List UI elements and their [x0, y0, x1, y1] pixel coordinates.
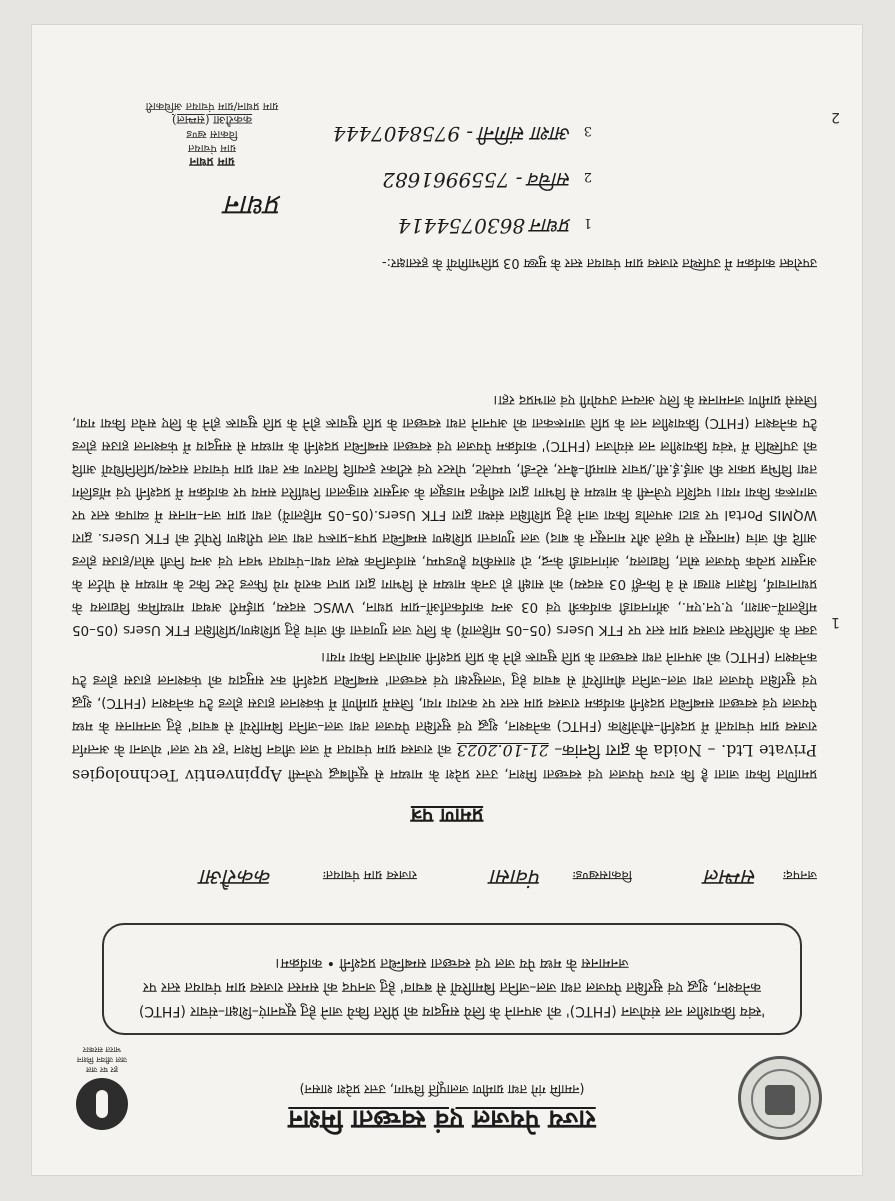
stamp-name: ग्राम प्रधान [189, 155, 235, 169]
participant-number: 1 [583, 215, 592, 230]
brand-line-2: जल जीवन मिशन [76, 1055, 128, 1064]
brand-line-1: हर घर जल [86, 1065, 118, 1074]
participant-text: आशा संगिनी - 9758407444 [332, 122, 572, 146]
certificate-title: प्रमाण पत्र [410, 804, 484, 828]
up-govt-seal-icon [738, 1056, 822, 1140]
block-label: विकासखण्डः [572, 867, 632, 882]
participant-row [292, 194, 592, 240]
participant-number: 3 [583, 123, 592, 138]
event-date: 21-10.2023 [456, 741, 549, 760]
signature-block [72, 100, 322, 225]
participants-note: उपरोक्त कार्यक्रम में उपस्थित राजस्व ग्राम पंचायत स्तर के मुख्य 03 प्रतिभागियों के हस्ताक्षर:- [381, 255, 817, 270]
org-title: राज्य पेयजल एवं स्वच्छता मिशन [288, 1104, 596, 1134]
letterhead [62, 1045, 822, 1155]
participant-text: प्रधान 8630754414 [397, 214, 572, 238]
participant-number: 2 [583, 169, 592, 184]
participant-row [292, 148, 592, 194]
margin-mark-1: 1 [831, 614, 840, 630]
location-line [67, 853, 817, 893]
para1-tail: को राजस्व ग्राम पंचायत में जल जीवन मिशन 'हर घर जल' योजना के अन्तर्गत राजस्व ग्राम पंचायतों में प्रदर्शनी–सौजेशिक (FHTC) कनेक्शन, शुद्ध एवं सुरक्षित पेयजल तथा जल–जनित बिमारियों से बचाव' हेतु जनमानस के मध्य पेयजल एवं स्वच्छता सम्बन्धित प्रदर्शनी कार्यक्रम राजस्व ग्राम स्तर पर कराया गया, जिसमें ग्रामीणों में फंक्शनल हाउस होल्ड टैप कनेक्शन (FHTC), शुद्ध एवं सुरक्षित पेयजल तथा जल–जनित बीमारियों से बचाव हेतु 'जलसुरक्षा एवं स्वच्छता' सम्बन्धित प्रदर्शनी कर समुदाय को फंक्शनल हाउस होल्ड टैप कनेक्शन (FHTC) को अपनाने तथा स्वच्छता के प्रति सुचारू होने के प्रति प्रदर्शनी आयोजन किया गया। [72, 649, 817, 757]
participant-row [292, 102, 592, 148]
village-label: राजस्व ग्राम पंचायतः [323, 867, 417, 882]
agency-name: Appinventiv Technologies Private Ltd. – Noida [72, 741, 817, 785]
participant-signatures [292, 102, 592, 240]
brand-line-3: भारत सरकार [82, 1045, 122, 1054]
har-ghar-jal-logo-icon [62, 1045, 142, 1140]
handwritten-signature: प्रधान [226, 189, 282, 222]
org-subtitle: (नमामि गंगे तथा ग्रामीण जलापूर्ति विभाग, उत्तर प्रदेश शासन) [299, 1081, 585, 1096]
para1-lead: प्रमाणित किया जाता है कि राज्य पेयजल एवं स्वच्छता मिशन, उत्तर प्रदेश के माध्यम से सूचीबद्ध एजेन्सी [288, 766, 817, 782]
stamp-line-3: विकास खण्ड [186, 128, 238, 141]
document-sheet [32, 25, 862, 1175]
stamp-dept: ककरौआ (सम्भल) [171, 113, 253, 127]
participant-text: सचिव - 7559961682 [382, 168, 572, 192]
margin-mark-2: 2 [831, 109, 840, 125]
date-prefix: के द्वारा दिनांक– [554, 741, 648, 760]
certificate-body [72, 384, 817, 787]
subject-box: 'स्वंय क्रियाशील नल संयोजन (FHTC)' को अपनाने के लिये समुदाय को प्रेरित किये जाने हेतु सूचनाएं–शिक्षा–संचार (FHTC) कनेक्शन, शुद्ध एवं सुरक्षित पेयजल तथा जल–जनित बिमारियों से बचाव' हेतु जनपद को समस्त राजस्व ग्राम पंचायत स्तर पर जनमानस के मध्य पेय जल एवं स्वच्छता सम्बन्धित प्रदर्शनी • कार्यक्रम। [102, 923, 802, 1035]
block-value: पंवासा [491, 864, 542, 889]
district-label: जनपदः [783, 867, 817, 882]
district-value: सम्भल [705, 864, 757, 889]
para2: उक्त के अतिरिक्त राजस्व ग्राम स्तर पर FTK Users (05–05 महिलायें) के लिए जल गुणवत्ता की जांच हेतु प्रशिक्षण/प्रशिक्षित FTK Users (05–05 महिलायें–आशा, ए.एन.एम., ऑगनवाडी कार्यकत्री एवं 03 अन्य कार्यकर्ताओं–ग्राम प्रधान, VWSC सदस्य, प्राईमरी अथवा माध्यमिक विद्यालय के प्रधानाचार्य, विज्ञान शाखा से वे किन्हीं 03 सदस्य) को साक्षी हो उनके माध्यम से विभाग द्वारा प्राप्त कराये गये फिल्ड टेस्ट किट के माध्यम से पोर्टल के अनुसार प्रत्येक पेयजल स्रोत, विद्यालय, आंगनवाडी केन्द्र, दो शासकीय हैण्डपम्प, सार्वजनिक स्थल यथा–पंचायत भवन एवं अन्य निजी स्रोत/हाउस होल्ड आदि की जांच (मानसून से पहले और मानसून के बाद) जल गुणवत्ता प्रशिक्षण सम्बन्धित प्रपत्र–प्रारूप तथा जल परीक्षण रिपोर्ट को FTK Users. द्वारा WQMIS Portal पर डाटा अपलोड किया जाने हेतु प्रशिक्षित संस्था द्वारा FTK Users.(05–05 महिलायें) तथा ग्राम जन–मानस में व्यापक स्तर पर जागरूक किया गया। पदर्शित एजेन्सी के माध्यम से विभाग द्वारा स्वीकृत माड्यूल के अनुसार साकुलता निर्धारित समय पर कार्यक्रम में प्रदर्शनी एवं मॉडलिंग तथा विभिन्न प्रकार की आई.ई.सी./प्रचार सामग्री–बैनर, स्टेन्डी, पम्पलेट, पोस्टर एवं स्टीकर इत्यादि वितरण कर तथा ग्राम पंचायत सदस्य/प्रतिनिधियों आदि को उपस्थिति में 'स्वंय क्रियाशील नल संयोजन (FHTC)' कार्यक्रम पेयजल एवं स्वच्छता सम्बन्धित प्रदर्शनी के माध्यम से समुदाय में फंक्शनल हाउस होल्ड टैप कनेक्शन (FHTC) क्रियाशील नल के प्रति जागरूकता को अपनाने तथा स्वच्छता के प्रति सुचारू होने के प्रति सुचारू होने के लिए सचेत किया गया, जिससे ग्रामीण जनमानस के लिए अत्यन्त उपयोगी एवं लाभप्रद रहा। [72, 392, 817, 638]
village-value: ककरौआ [201, 864, 272, 889]
stamp-line-2: ग्राम पंचायत [188, 142, 236, 155]
stamp-role: ग्राम प्रधान/ग्राम पंचायत अधिकारी [145, 100, 279, 113]
official-stamp [102, 99, 322, 169]
